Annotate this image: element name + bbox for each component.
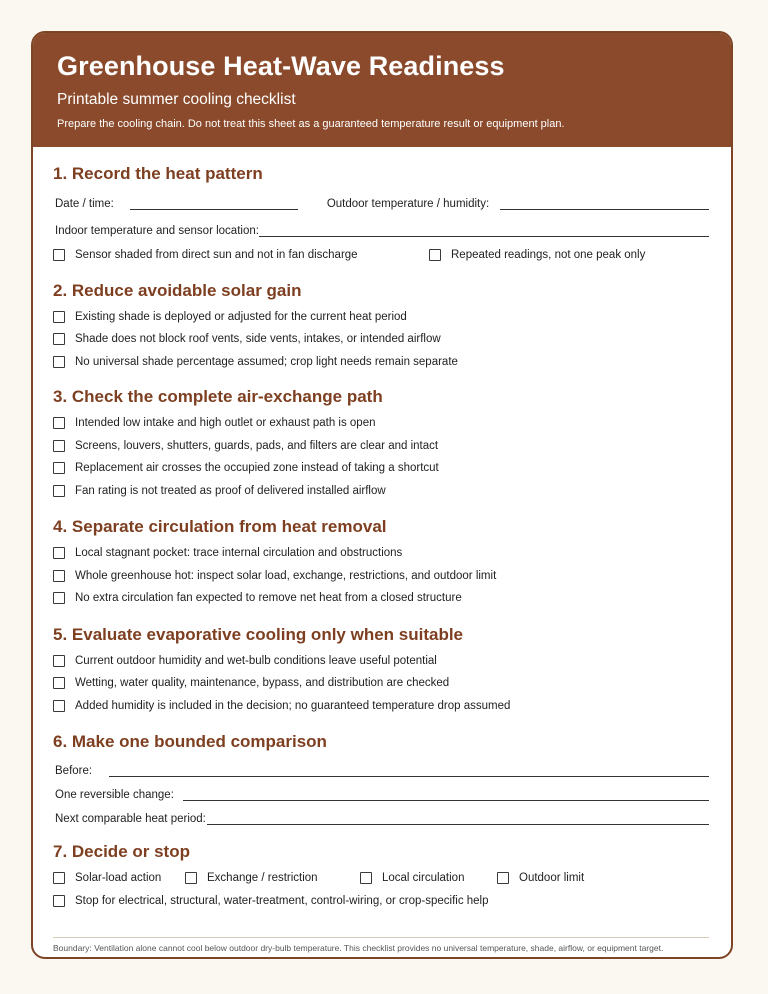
option-label: Outdoor limit xyxy=(519,872,585,884)
outdoor-label: Outdoor temperature / humidity: xyxy=(326,198,490,210)
option-label: Local circulation xyxy=(382,872,465,884)
checkbox[interactable] xyxy=(360,872,372,884)
section-5-title: 5. Evaluate evaporative cooling only when suitable xyxy=(53,624,464,644)
item-label: Sensor shaded from direct sun and not in fan discharge xyxy=(75,249,358,262)
section-3 xyxy=(53,373,709,502)
header-note: Prepare the cooling chain. Do not treat this sheet as a guaranteed temperature result or equipment plan. xyxy=(57,118,565,130)
date-time-field[interactable] xyxy=(130,195,298,210)
change-field[interactable] xyxy=(183,786,709,801)
item-label: No extra circulation fan expected to remove net heat from a closed structure xyxy=(75,592,462,605)
section-6 xyxy=(53,717,709,825)
checkbox[interactable] xyxy=(53,592,65,604)
list-item xyxy=(53,650,709,673)
before-row xyxy=(53,755,709,777)
checkbox[interactable] xyxy=(53,872,65,884)
option-solar-load xyxy=(53,872,185,884)
section-3-title: 3. Check the complete air-exchange path xyxy=(53,387,383,406)
page-subtitle: Printable summer cooling checklist xyxy=(57,91,296,108)
item-label: Local stagnant pocket: trace internal circulation and obstructions xyxy=(75,547,403,560)
list-item xyxy=(53,480,709,503)
indoor-row xyxy=(53,215,709,237)
option-exchange-restriction xyxy=(185,872,360,884)
list-item xyxy=(53,542,709,565)
before-label: Before: xyxy=(55,765,93,777)
page-title: Greenhouse Heat-Wave Readiness xyxy=(57,51,505,81)
section-1-checks xyxy=(53,244,709,267)
section-2-title: 2. Reduce avoidable solar gain xyxy=(53,280,302,300)
list-item xyxy=(53,328,709,351)
change-label: One reversible change: xyxy=(55,789,174,801)
section-5 xyxy=(53,610,709,718)
stop-item xyxy=(53,890,709,913)
checkbox[interactable] xyxy=(53,462,65,474)
checkbox[interactable] xyxy=(53,417,65,429)
list-item xyxy=(53,695,709,718)
list-item xyxy=(53,435,709,458)
date-time-row xyxy=(53,188,709,210)
checkbox[interactable] xyxy=(53,249,65,261)
checkbox[interactable] xyxy=(53,677,65,689)
checkbox[interactable] xyxy=(53,570,65,582)
checkbox[interactable] xyxy=(53,700,65,712)
option-label: Solar-load action xyxy=(75,872,162,884)
checkbox[interactable] xyxy=(185,872,197,884)
change-row xyxy=(53,779,709,801)
section-7-title: 7. Decide or stop xyxy=(53,842,190,861)
item-label: Wetting, water quality, maintenance, bypass, and distribution are checked xyxy=(75,677,450,690)
item-label: Added humidity is included in the decision; no guaranteed temperature drop assumed xyxy=(75,699,511,712)
before-field[interactable] xyxy=(109,762,709,777)
list-item xyxy=(429,249,645,261)
indoor-label: Indoor temperature and sensor location: xyxy=(55,225,259,237)
next-period-field[interactable] xyxy=(207,810,709,825)
checklist-card xyxy=(31,31,733,959)
header-banner xyxy=(33,33,731,147)
next-period-row xyxy=(53,803,709,825)
item-label: Current outdoor humidity and wet-bulb conditions leave useful potential xyxy=(75,654,437,667)
list-item xyxy=(53,306,709,329)
outdoor-field[interactable] xyxy=(500,195,709,210)
checkbox[interactable] xyxy=(53,485,65,497)
item-label: Existing shade is deployed or adjusted for the current heat period xyxy=(75,310,407,323)
section-1-title: 1. Record the heat pattern xyxy=(53,164,263,183)
section-4-title: 4. Separate circulation from heat removal xyxy=(53,517,387,536)
section-6-title: 6. Make one bounded comparison xyxy=(53,732,327,751)
decision-options xyxy=(53,867,709,889)
date-time-label: Date / time: xyxy=(55,198,114,210)
list-item xyxy=(53,457,709,480)
list-item xyxy=(53,412,709,435)
item-label: No universal shade percentage assumed; crop light needs remain separate xyxy=(75,355,458,368)
section-4 xyxy=(53,502,709,610)
stop-label: Stop for electrical, structural, water-treatment, control-wiring, or crop-specific help xyxy=(75,895,489,908)
checkbox[interactable] xyxy=(429,249,441,261)
option-label: Exchange / restriction xyxy=(207,872,318,884)
list-item xyxy=(53,672,709,695)
list-item xyxy=(53,565,709,588)
next-period-label: Next comparable heat period: xyxy=(55,813,206,825)
boundary-footer: Boundary: Ventilation alone cannot cool below outdoor dry-bulb temperature. This checklist provides no universal temperature, shade, airflow, or equipment target. xyxy=(53,937,709,953)
checkbox[interactable] xyxy=(53,895,65,907)
indoor-field[interactable] xyxy=(259,222,709,237)
item-label: Intended low intake and high outlet or exhaust path is open xyxy=(75,417,376,430)
item-label: Screens, louvers, shutters, guards, pads, and filters are clear and intact xyxy=(75,439,439,452)
checkbox[interactable] xyxy=(497,872,509,884)
checkbox[interactable] xyxy=(53,356,65,368)
item-label: Fan rating is not treated as proof of delivered installed airflow xyxy=(75,484,386,497)
checkbox[interactable] xyxy=(53,440,65,452)
section-7 xyxy=(53,825,709,913)
item-label: Whole greenhouse hot: inspect solar load, exchange, restrictions, and outdoor limit xyxy=(75,569,497,582)
list-item xyxy=(53,351,709,374)
list-item xyxy=(53,249,429,261)
list-item xyxy=(53,587,709,610)
option-local-circulation xyxy=(360,872,497,884)
section-2 xyxy=(53,267,709,374)
checkbox[interactable] xyxy=(53,311,65,323)
section-1 xyxy=(53,147,709,267)
item-label: Shade does not block roof vents, side vents, intakes, or intended airflow xyxy=(75,333,441,346)
checklist-body xyxy=(33,147,731,913)
checkbox[interactable] xyxy=(53,333,65,345)
option-outdoor-limit xyxy=(497,872,584,884)
item-label: Replacement air crosses the occupied zone instead of taking a shortcut xyxy=(75,462,439,475)
item-label: Repeated readings, not one peak only xyxy=(451,249,646,262)
checkbox[interactable] xyxy=(53,547,65,559)
checkbox[interactable] xyxy=(53,655,65,667)
